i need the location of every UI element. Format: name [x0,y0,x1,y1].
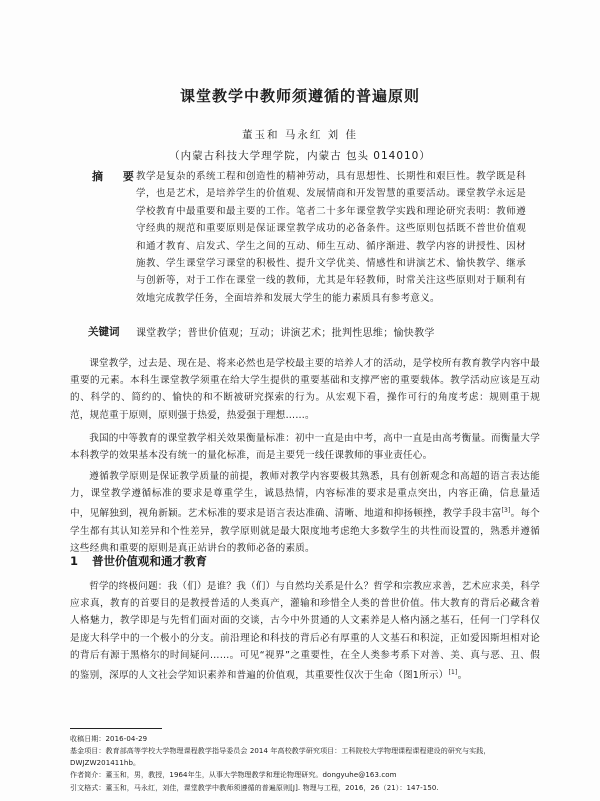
footnote-divider [70,728,162,729]
article-title: 课堂教学中教师须遵循的普遍原则 [179,87,420,105]
paragraph-text-a: 哲学的终极问题：我（们）是谁？我（们）与自然均关系是什么？哲学和宗教应求善，艺术应求美，科学应求真，教育的首要目的是教授普适的人类真产，灌输和珍惜全人类的普世价值。伟大教育的背后必藏含着人格魅力，教学即是与先哲们面对面的交谈，古今中外贯通的人文素养是人格内涵之基石，任何一门学科仅是庞大科学中的一个极小的分支。前沿理论和科技的背后必有厚重的人文基石和积淀，正如爱因斯坦相对论的背后有源于黑格尔的时间疑问……。可见“视界”之重要性，在全人类参考系下对善、美、真与恶、丑、假的鉴别，深厚的人文社会学知识素养和普遍的价值观，其重要性仅次于生命（图1所示） [70,581,540,682]
paragraph-text-b: 。每个学生都有其认知差异和个性差异，教学原则就是最大限度地考虑绝大多数学生的共性而设置的，熟悉并遵循这些经典和重要的原则是真正站讲台的教师必备的素质。 [70,508,540,554]
citation-ref: [3] [501,507,511,515]
section1-paragraph [70,578,540,684]
paragraph-text: 我国的中等教育的课堂教学相关效果衡量标准：初中一直是由中考，高中一直是由高考衡量。而衡量大学本科教学的效果基本没有统一的量化标准，而是主要凭一线任课教师的事业责任心。 [70,433,540,462]
paragraph-text: 课堂教学，过去是、现在是、将来必然也是学校最主要的培养人才的活动，是学校所有教育教学内容中最重要的元素。本科生课堂教学须重在给大学生提供的重要基础和支撑严密的重要载体。教学活动应该是互动的、科学的、简约的、愉快的和不断被研究探索的行为。从宏观下看，操作可行的角度考虑：规则重于规范，规范重于原则，原则强于热爱，热爱强于理想……。 [70,358,540,421]
citation-ref: [1] [448,669,458,677]
paragraph-text [70,468,540,557]
author-list: 董玉和 马永红 刘 佳 [241,129,358,141]
section-title: 普世价值观和通才教育 [92,554,208,568]
intro-paragraph-1 [70,355,540,424]
paragraph-end: 。 [457,670,468,682]
footnote-author: 作者简介：董玉和，男，教授，1964年生，从事大学物理教学和理论物理研究。dongyuhe@163.com [70,771,397,779]
section-heading [70,553,207,569]
footnote-received: 收稿日期：2016-04-29 [70,735,148,743]
author-affiliation: （内蒙古科技大学理学院，内蒙古 包头 014010） [169,150,431,162]
section-number: 1 [70,554,79,568]
keywords-text: 课堂教学；普世价值观；互动；讲演艺术；批判性思维；愉快教学 [136,328,435,339]
abstract-text: 教学是复杂的系统工程和创造性的精神劳动，具有思想性、长期性和艰巨性。教学既是科学，也是艺术，是培养学生的价值观、发展情商和开发智慧的重要活动。课堂教学永远是学校教育中最重要和最主要的工作。笔者二十多年课堂教学实践和理论研究表明：教师遵守经典的规范和重要原则是保证课堂教学成功的必备条件。这些原则包括既不普世价值观和通才教育、启发式、学生之间的互动、师生互动、循序渐进、教学内容的讲授性、因材施教、学生课堂学习课堂的积极性、提升文学优美、情感性和讲演艺术、愉快教学、继承与创新等，对于工作在课堂一线的教师，尤其是年轻教师，时常关注这些原则对于顺利有效地完成教学任务，全面培养和发展大学生的能力素质具有参考意义。 [136,171,526,304]
footnote-fund: 基金项目：教育部高等学校大学物理课程教学指导委员会 2014 年高校教学研究项目：工科院校大学物理课程课程建设的研究与实践，DWJZW201411hb。 [70,747,491,767]
paragraph-text [70,578,540,684]
keywords-label: 关键词 [88,326,120,338]
footnote-citation: 引文格式：董玉和，马永红，刘佳，课堂教学中教师须遵循的普遍原则[J]. 物理与工程，2016，26（21）：147-150. [70,784,439,792]
paragraph-text-a: 遵循教学原则是保证教学质量的前提，教师对教学内容要极其熟悉，具有创新观念和高超的语言表达能力，课堂教学遵循标准的要求是尊重学生，诚恳热情，内容标准的要求是重点突出，内容正确，信息量适中，见解独到，视角新颖。艺术标准的要求是语言表达准确、清晰、地道和抑扬顿挫，教学手段丰富 [70,471,540,520]
abstract-label: 摘 要 [92,170,142,183]
intro-paragraph-2 [70,430,540,464]
intro-paragraph-3 [70,468,540,557]
